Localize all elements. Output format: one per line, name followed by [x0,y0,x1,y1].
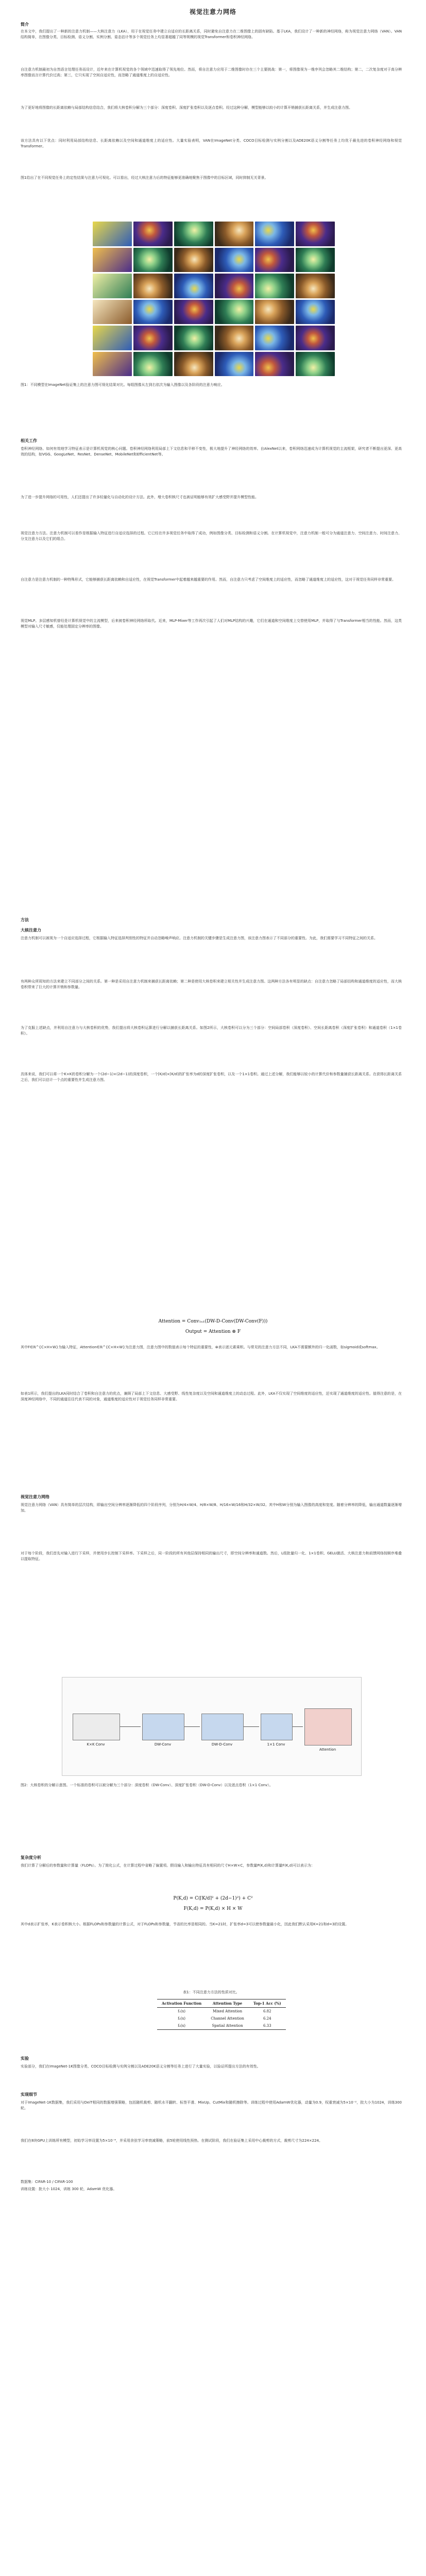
attention-map-thumbnail [296,300,335,325]
attention-map-thumbnail [215,300,254,325]
table-1-title: 表1：不同注意力方法的性质对比。 [183,1990,240,1994]
attention-map-thumbnail [174,274,213,298]
paragraph-5: 图1给出了在不同视觉任务上的定性结果与注意力可视化。可以看出，经过大核注意力后的特征能够更准确地聚焦于图像中的目标区域，同时抑制无关背景。 [21,176,268,180]
attention-map-thumbnail [215,326,254,350]
paragraph-4: 该方法具有以下优点：同时利用局部结构信息、长距离依赖以及空间和通道维度上的适应性。大量实验表明，VAN在ImageNet分类、COCO目标检测与实例分割以及ADE20K语义分割等任务上均优于最先进的卷积神经网络和视觉Transformer。 [21,139,402,148]
paragraph-14: 具体来说，我们可以将一个K×K的卷积分解为一个(2d−1)×(2d−1)的深度卷积，一个⌈K/d⌉×⌈K/d⌉的扩张率为d的深度扩张卷积，以及一个1×1卷积。通过上述分解，我们能够以较小的计算代价和参数量捕获长距离关系。在获得长距离关系之后，我们可以估计一个点的重要性并生成注意力图。 [21,1072,402,1082]
paragraph-3: 为了更好地将图像的长距离依赖与局部结构信息结合，我们将大核卷积分解为三个部分：深度卷积、深度扩张卷积以及逐点卷积。经过这种分解，模型能够以较小的计算开销捕获长距离关系，并生成注意力图。 [21,106,352,110]
table-header-row [157,1999,286,2008]
attention-map-thumbnail [174,222,213,246]
table-row [157,2008,286,2015]
formula-attention: Attention = Conv₁ₓ₁(DW-D-Conv(DW-Conv(F))) [158,1319,268,1324]
pointwise-conv-label: 1×1 Conv [267,1742,285,1747]
input-image-thumbnail [93,352,132,377]
attention-map-thumbnail [255,274,294,298]
table-cell: 6.82 [263,2009,271,2013]
input-image-thumbnail [93,300,132,325]
attention-visualization-figure [93,222,335,376]
paragraph-2: 自注意力机制最初为自然语言处理任务而设计，近年来在计算机视觉的各个领域中迅速取得了领先地位。然而，将自注意力应用于二维图像时存在三个主要挑战：第一，将图像视为一维序列会忽略其二维结构；第二，二次复杂度对于高分辨率图像而言计算代价过高；第三，它只实现了空间自适应性，而忽略了通道维度上的自适应性。 [21,67,402,77]
paragraph-7: 为了进一步提升网络的可用性，人们还提出了许多轻量化与自动化的设计方法。此外，增大卷积核尺寸也被证明能够有效扩大感受野并提升模型性能。 [21,495,259,499]
table-cell: f₂(x) [178,2016,186,2021]
arrow-1 [120,1726,141,1727]
attention-map-thumbnail [133,300,173,325]
attention-map-thumbnail [174,300,213,325]
attention-map-thumbnail [255,222,294,246]
section-intro-heading: 简介 [21,22,29,27]
attention-map-thumbnail [296,326,335,350]
input-image-thumbnail [93,248,132,273]
attention-map-thumbnail [133,352,173,377]
attention-map-thumbnail [255,248,294,273]
attention-map-thumbnail [255,352,294,377]
attention-map-thumbnail [215,248,254,273]
section-method-heading: 方法 [21,918,29,922]
attention-label: Attention [319,1748,336,1752]
paper-title: 视觉注意力网络 [189,8,236,15]
attention-map-thumbnail [215,352,254,377]
results-table [157,1999,286,2030]
paragraph-9: 自注意力是注意力机制的一种特殊形式，它能够捕获长距离依赖和自适应性，在视觉Transformer中起着越来越重要的作用。然而，自注意力只考虑了空间维度上的适应性，而忽略了通道维度上的适应性，这对于视觉任务同样非常重要。 [21,578,396,582]
section-lka-heading: 大核注意力 [21,928,41,933]
arrow-4 [293,1726,303,1727]
pointwise-conv-block [261,1714,293,1740]
attention-map-thumbnail [296,274,335,298]
section-exp-heading: 实验 [21,2056,29,2061]
dw-conv-label: DW-Conv [154,1742,172,1747]
footer-line-1: 数据集：CIFAR-10 / CIFAR-100 [21,2180,73,2184]
attention-map-thumbnail [133,222,173,246]
attention-map-thumbnail [255,326,294,350]
lka-decomposition-diagram [62,1677,362,1776]
table-cell: 6.24 [263,2016,271,2021]
paragraph-21: 实验部分，我们在ImageNet-1K图像分类、COCO目标检测与实例分割以及ADE20K语义分割等任务上进行了大量实验，以验证所提出方法的有效性。 [21,2064,261,2069]
paragraph-6: 卷积神经网络。如何有效地学习特征表示是计算机视觉的核心问题。卷积神经网络利用局部上下文信息和平移不变性，极大地提升了神经网络的效率。自AlexNet以来，卷积网络迅速成为计算机视觉的主流框架，研究者不断提出更深、更高效的结构，如VGG、GoogLeNet、ResNet、DenseNet、MobileNet和EfficientNet等。 [21,447,402,456]
table-header-cell: Attention Type [212,2001,243,2006]
formula-flops: F(K,d) = P(K,d) × H × W [183,1906,243,1911]
section-related-heading: 相关工作 [21,438,37,443]
dw-d-conv-block [201,1714,244,1740]
arrow-2 [184,1726,200,1727]
formula-params: P(K,d) = C(⌈K/d⌉² + (2d−1)²) + C² [173,1896,253,1901]
paragraph-11: 注意力机制可以被视为一个自适应选择过程，它根据输入特征选择判别性的特征并自动忽略噪声响应。注意力机制的关键步骤是生成注意力图，该注意力图表示了不同部分的重要性。为此，我们需要学习不同特征之间的关系。 [21,936,378,940]
attention-output-block [304,1708,352,1745]
paragraph-13: 为了克服上述缺点，并利用自注意力与大核卷积的优势，我们提出将大核卷积运算进行分解以捕获长距离关系。如图2所示，大核卷积可以分为三个部分：空间局部卷积（深度卷积）、空间长距离卷积（深度扩张卷积）和通道卷积（1×1卷积）。 [21,1026,402,1036]
attention-map-thumbnail [215,222,254,246]
formula-output: Output = Attention ⊗ F [185,1329,241,1334]
table-header-cell: Activation Function [162,2001,202,2006]
paragraph-22: 对于ImageNet-1K数据集，我们采用与DeiT相同的数据增强策略，包括随机裁剪、随机水平翻转、标签平滑、MixUp、CutMix和随机擦除等。训练过程中使用AdamW优化器，动量为0.9，权重衰减为5×10⁻²，批大小为1024，训练300轮。 [21,2100,402,2110]
paragraph-23: 我们在8块GPU上训练所有模型，初始学习率设置为5×10⁻⁴，并采用余弦学习率衰减策略，前5轮使用线性预热。在测试阶段，我们在验证集上采用中心裁剪的方式，裁剪尺寸为224×224。 [21,2139,322,2143]
input-image-thumbnail [93,326,132,350]
attention-map-thumbnail [174,352,213,377]
input-image-thumbnail [93,222,132,246]
attention-map-thumbnail [215,274,254,298]
table-cell: Spatial Attention [212,2024,243,2028]
dw-conv-block [142,1714,184,1740]
table-row [157,2022,286,2030]
arrow-3 [244,1726,259,1727]
paragraph-20: 其中d表示扩张率，K表示卷积核大小。根据FLOPs和参数量的计算公式，对于FLOPs和参数量，节省的比率是相同的。当K=21时，扩张率d=3可以使参数量最小化，因此我们默认采用K=21和d=3的设置。 [21,1922,349,1926]
figure-1-caption: 图1：不同模型在ImageNet验证集上的注意力图可视化结果对比。每组图像从左到右依次为输入图像以及各阶段的注意力响应。 [21,383,225,387]
paragraph-18: 对于每个阶段，我们首先对输入进行下采样，并使用步长控制下采样率。下采样之后，同一阶段的所有其他层保持相同的输出尺寸，即空间分辨率和通道数。然后，L组批量归一化、1×1卷积、GELU激活、大核注意力和前馈网络按顺序堆叠以提取特征。 [21,1551,402,1561]
table-cell: Mixed Attention [212,2009,243,2013]
attention-map-thumbnail [174,248,213,273]
input-image-thumbnail [93,274,132,298]
footer-line-2: 训练设置：批大小 1024，训练 300 轮，AdamW 优化器。 [21,2187,117,2191]
paragraph-1: 在本文中，我们提出了一种新的注意力机制——大核注意力（LKA），用于在视觉任务中建立自适应的长距离关系，同时避免自注意力在二维图像上的固有缺陷。基于LKA，我们设计了一种新的神经网络，称为视觉注意力网络（VAN）。VAN结构简单，在图像分类、目标检测、语义分割、实例分割、姿态估计等多个视觉任务上均显著超越了同等规模的视觉Transformer和卷积神经网络。 [21,29,402,39]
table-cell: f₁(x) [178,2009,186,2013]
attention-map-thumbnail [296,222,335,246]
figure-2-caption: 图2：大核卷积的分解示意图。一个标准的卷积可以被分解为三个部分：深度卷积（DW-Conv）、深度扩张卷积（DW-D-Conv）以及逐点卷积（1×1 Conv）。 [21,1783,273,1787]
paragraph-17: 视觉注意力网络（VAN）具有简单的层次结构，即输出空间分辨率逐渐降低的四个阶段序列，分别为H/4×W/4、H/8×W/8、H/16×W/16和H/32×W/32。其中H和W分别为输入图像的高度和宽度。随着分辨率的降低，输出通道数量逐渐增加。 [21,1503,402,1513]
kxk-conv-label: K×K Conv [87,1742,105,1747]
table-row [157,2015,286,2022]
paragraph-8: 视觉注意力方法。注意力机制可以看作是根据输入特征进行自适应选择的过程。它已经在许多视觉任务中取得了成功，例如图像分类、目标检测和语义分割。在计算机视觉中，注意力机制一般可分为通道注意力、空间注意力、时间注意力、分支注意力以及它们的组合。 [21,531,402,541]
attention-map-thumbnail [296,352,335,377]
section-van-heading: 视觉注意力网络 [21,1495,49,1499]
paragraph-10: 视觉MLP。多层感知机曾经是计算机视觉中的主流模型，后来被卷积神经网络所取代。近来，MLP-Mixer等工作再次引起了人们对MLP结构的兴趣，它们在通道和空间维度上交替使用MLP，并取得了与Transformer相当的性能。然而，这类模型对输入尺寸敏感，仅能处理固定分辨率的图像。 [21,619,402,629]
attention-map-thumbnail [133,274,173,298]
kxk-conv-block [73,1714,120,1740]
attention-map-thumbnail [255,300,294,325]
dw-d-conv-label: DW-D-Conv [211,1742,233,1747]
paragraph-16: 如表1所示，我们提出的LKA同时结合了卷积和自注意力的优点，兼顾了局部上下文信息、大感受野、线性复杂度以及空间和通道维度上的动态过程。此外，LKA不仅实现了空间维度的适应性，还实现了通道维度的适应性。值得注意的是，在深度神经网络中，不同的通道往往代表不同的对象，通道维度的适应性对于视觉任务同样非常重要。 [21,1392,402,1401]
attention-map-thumbnail [174,326,213,350]
paragraph-19: 我们计算了分解后的参数量和计算量（FLOPs）。为了简化公式，在计算过程中省略了偏置项。假设输入和输出特征具有相同的尺寸H×W×C，参数量P(K,d)和计算量F(K,d)可以表示为： [21,1863,315,1868]
table-header-cell: Top-1 Acc (%) [253,2001,281,2006]
attention-map-thumbnail [133,248,173,273]
paragraph-12: 有两种众所周知的方法来建立不同部分之间的关系。第一种是采用自注意力机制来捕获长距离依赖；第二种是使用大核卷积来建立相关性并生成注意力图。这两种方法各有明显的缺点：自注意力忽略了局部结构和通道维度的适应性，而大核卷积带来了巨大的计算开销和参数量。 [21,979,402,989]
attention-map-thumbnail [296,248,335,273]
paragraph-15: 其中F∈ℝ^{C×H×W}为输入特征，Attention∈ℝ^{C×H×W}为注意力图，注意力图中的数值表示每个特征的重要性，⊗表示逐元素乘积。与常见的注意力方法不同，LKA不需要额外的归一化函数，如sigmoid或softmax。 [21,1345,380,1349]
attention-map-thumbnail [133,326,173,350]
section-impl-heading: 实现细节 [21,2092,37,2097]
section-complexity-heading: 复杂度分析 [21,1855,41,1860]
table-cell: f₃(x) [178,2024,186,2028]
table-cell: 6.33 [263,2024,271,2028]
table-cell: Channel Attention [211,2016,244,2021]
